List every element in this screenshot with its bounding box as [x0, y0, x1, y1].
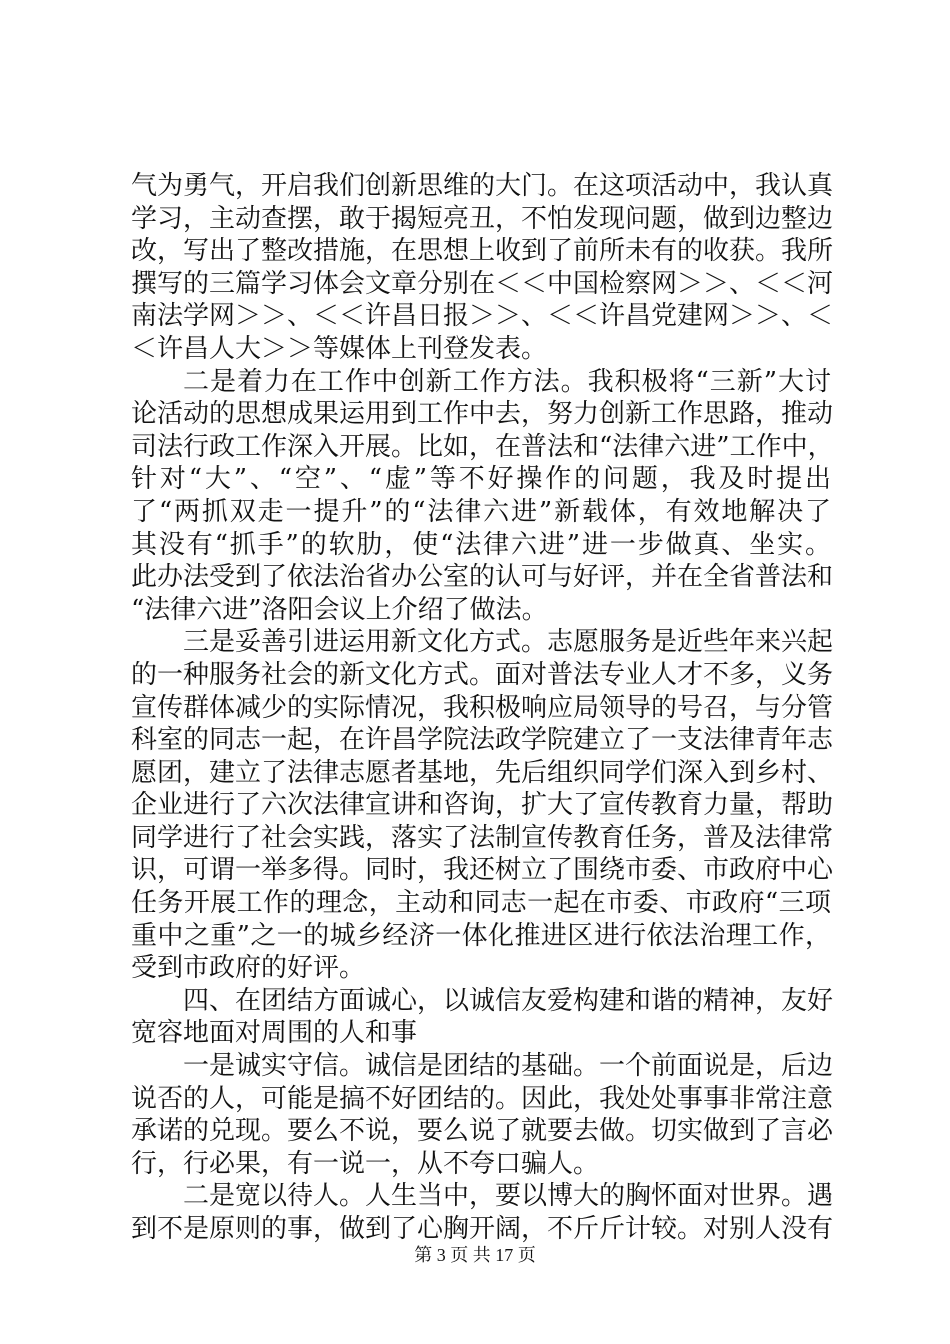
text-line: 二是宽以待人。人生当中，要以博大的胸怀面对世界。遇 — [183, 1181, 834, 1212]
text-line: 的一种服务社会的新文化方式。面对普法专业人才不多，义务 — [131, 659, 834, 690]
text-line: 气为勇气，开启我们创新思维的大门。在这项活动中，我认真 — [131, 171, 834, 201]
text-line: 识，可谓一举多得。同时，我还树立了围绕市委、市政府中心 — [131, 855, 834, 886]
text-line: 此办法受到了依法治省办公室的认可与好评，并在全省普法和 — [131, 562, 834, 593]
text-line: 三是妥善引进运用新文化方式。志愿服务是近些年来兴起 — [183, 627, 834, 658]
text-line: 企业进行了六次法律宣讲和咨询，扩大了宣传教育力量，帮助 — [131, 790, 834, 821]
text-line: 宣传群体减少的实际情况，我积极响应局领导的号召，与分管 — [131, 692, 834, 723]
text-line: 任务开展工作的理念，主动和同志一起在市委、市政府“三项 — [131, 888, 831, 919]
text-line: 行，行必果，有一说一，从不夸口骗人。 — [131, 1148, 600, 1179]
text-line: 承诺的兑现。要么不说，要么说了就要去做。切实做到了言必 — [131, 1116, 834, 1147]
text-line: 司法行政工作深入开展。比如，在普法和“法律六进”工作中， — [131, 431, 834, 462]
text-line: 二是着力在工作中创新工作方法。我积极将“三新”大讨 — [183, 366, 831, 397]
text-line: 科室的同志一起，在许昌学院法政学院建立了一支法律青年志 — [131, 725, 834, 756]
text-line: 其没有“抓手”的软肋，使“法律六进”进一步做真、坐实。 — [131, 529, 831, 560]
text-line: 宽容地面对周围的人和事 — [131, 1018, 418, 1049]
text-line: “法律六进”洛阳会议上介绍了做法。 — [131, 594, 548, 625]
text-line: 针对“大”、“空”、“虚”等不好操作的问题，我及时提出 — [131, 464, 831, 495]
text-line: 同学进行了社会实践，落实了法制宣传教育任务，普及法律常 — [131, 822, 834, 853]
text-line: 受到市政府的好评。 — [131, 953, 366, 984]
text-line: 了“两抓双走一提升”的“法律六进”新载体，有效地解决了 — [131, 496, 831, 527]
text-line: 撰写的三篇学习体会文章分别在＜＜中国检察网＞＞、＜＜河 — [131, 268, 834, 299]
text-line: 改，写出了整改措施，在思想上收到了前所未有的收获。我所 — [131, 236, 834, 267]
text-line: 说否的人，可能是搞不好团结的。因此，我处处事事非常注意 — [131, 1083, 834, 1114]
text-line: ＜许昌人大＞＞等媒体上刊登发表。 — [131, 333, 548, 364]
text-line: 四、在团结方面诚心，以诚信友爱构建和谐的精神，友好 — [183, 985, 834, 1016]
text-line: 到不是原则的事，做到了心胸开阔，不斤斤计较。对别人没有 — [131, 1214, 834, 1244]
document-body — [131, 170, 834, 1246]
text-line: 愿团，建立了法律志愿者基地，先后组织同学们深入到乡村、 — [131, 757, 834, 788]
page-footer — [0, 1241, 950, 1267]
text-line: 重中之重”之一的城乡经济一体化推进区进行依法治理工作， — [131, 920, 831, 951]
text-line: 南法学网＞＞、＜＜许昌日报＞＞、＜＜许昌党建网＞＞、＜ — [131, 301, 834, 332]
page-number-label: 第 3 页 共 17 页 — [414, 1245, 536, 1265]
text-line: 一是诚实守信。诚信是团结的基础。一个前面说是，后边 — [183, 1051, 834, 1082]
text-line: 论活动的思想成果运用到工作中去，努力创新工作思路，推动 — [131, 399, 834, 430]
text-line: 学习，主动查摆，敢于揭短亮丑，不怕发现问题，做到边整边 — [131, 203, 834, 234]
